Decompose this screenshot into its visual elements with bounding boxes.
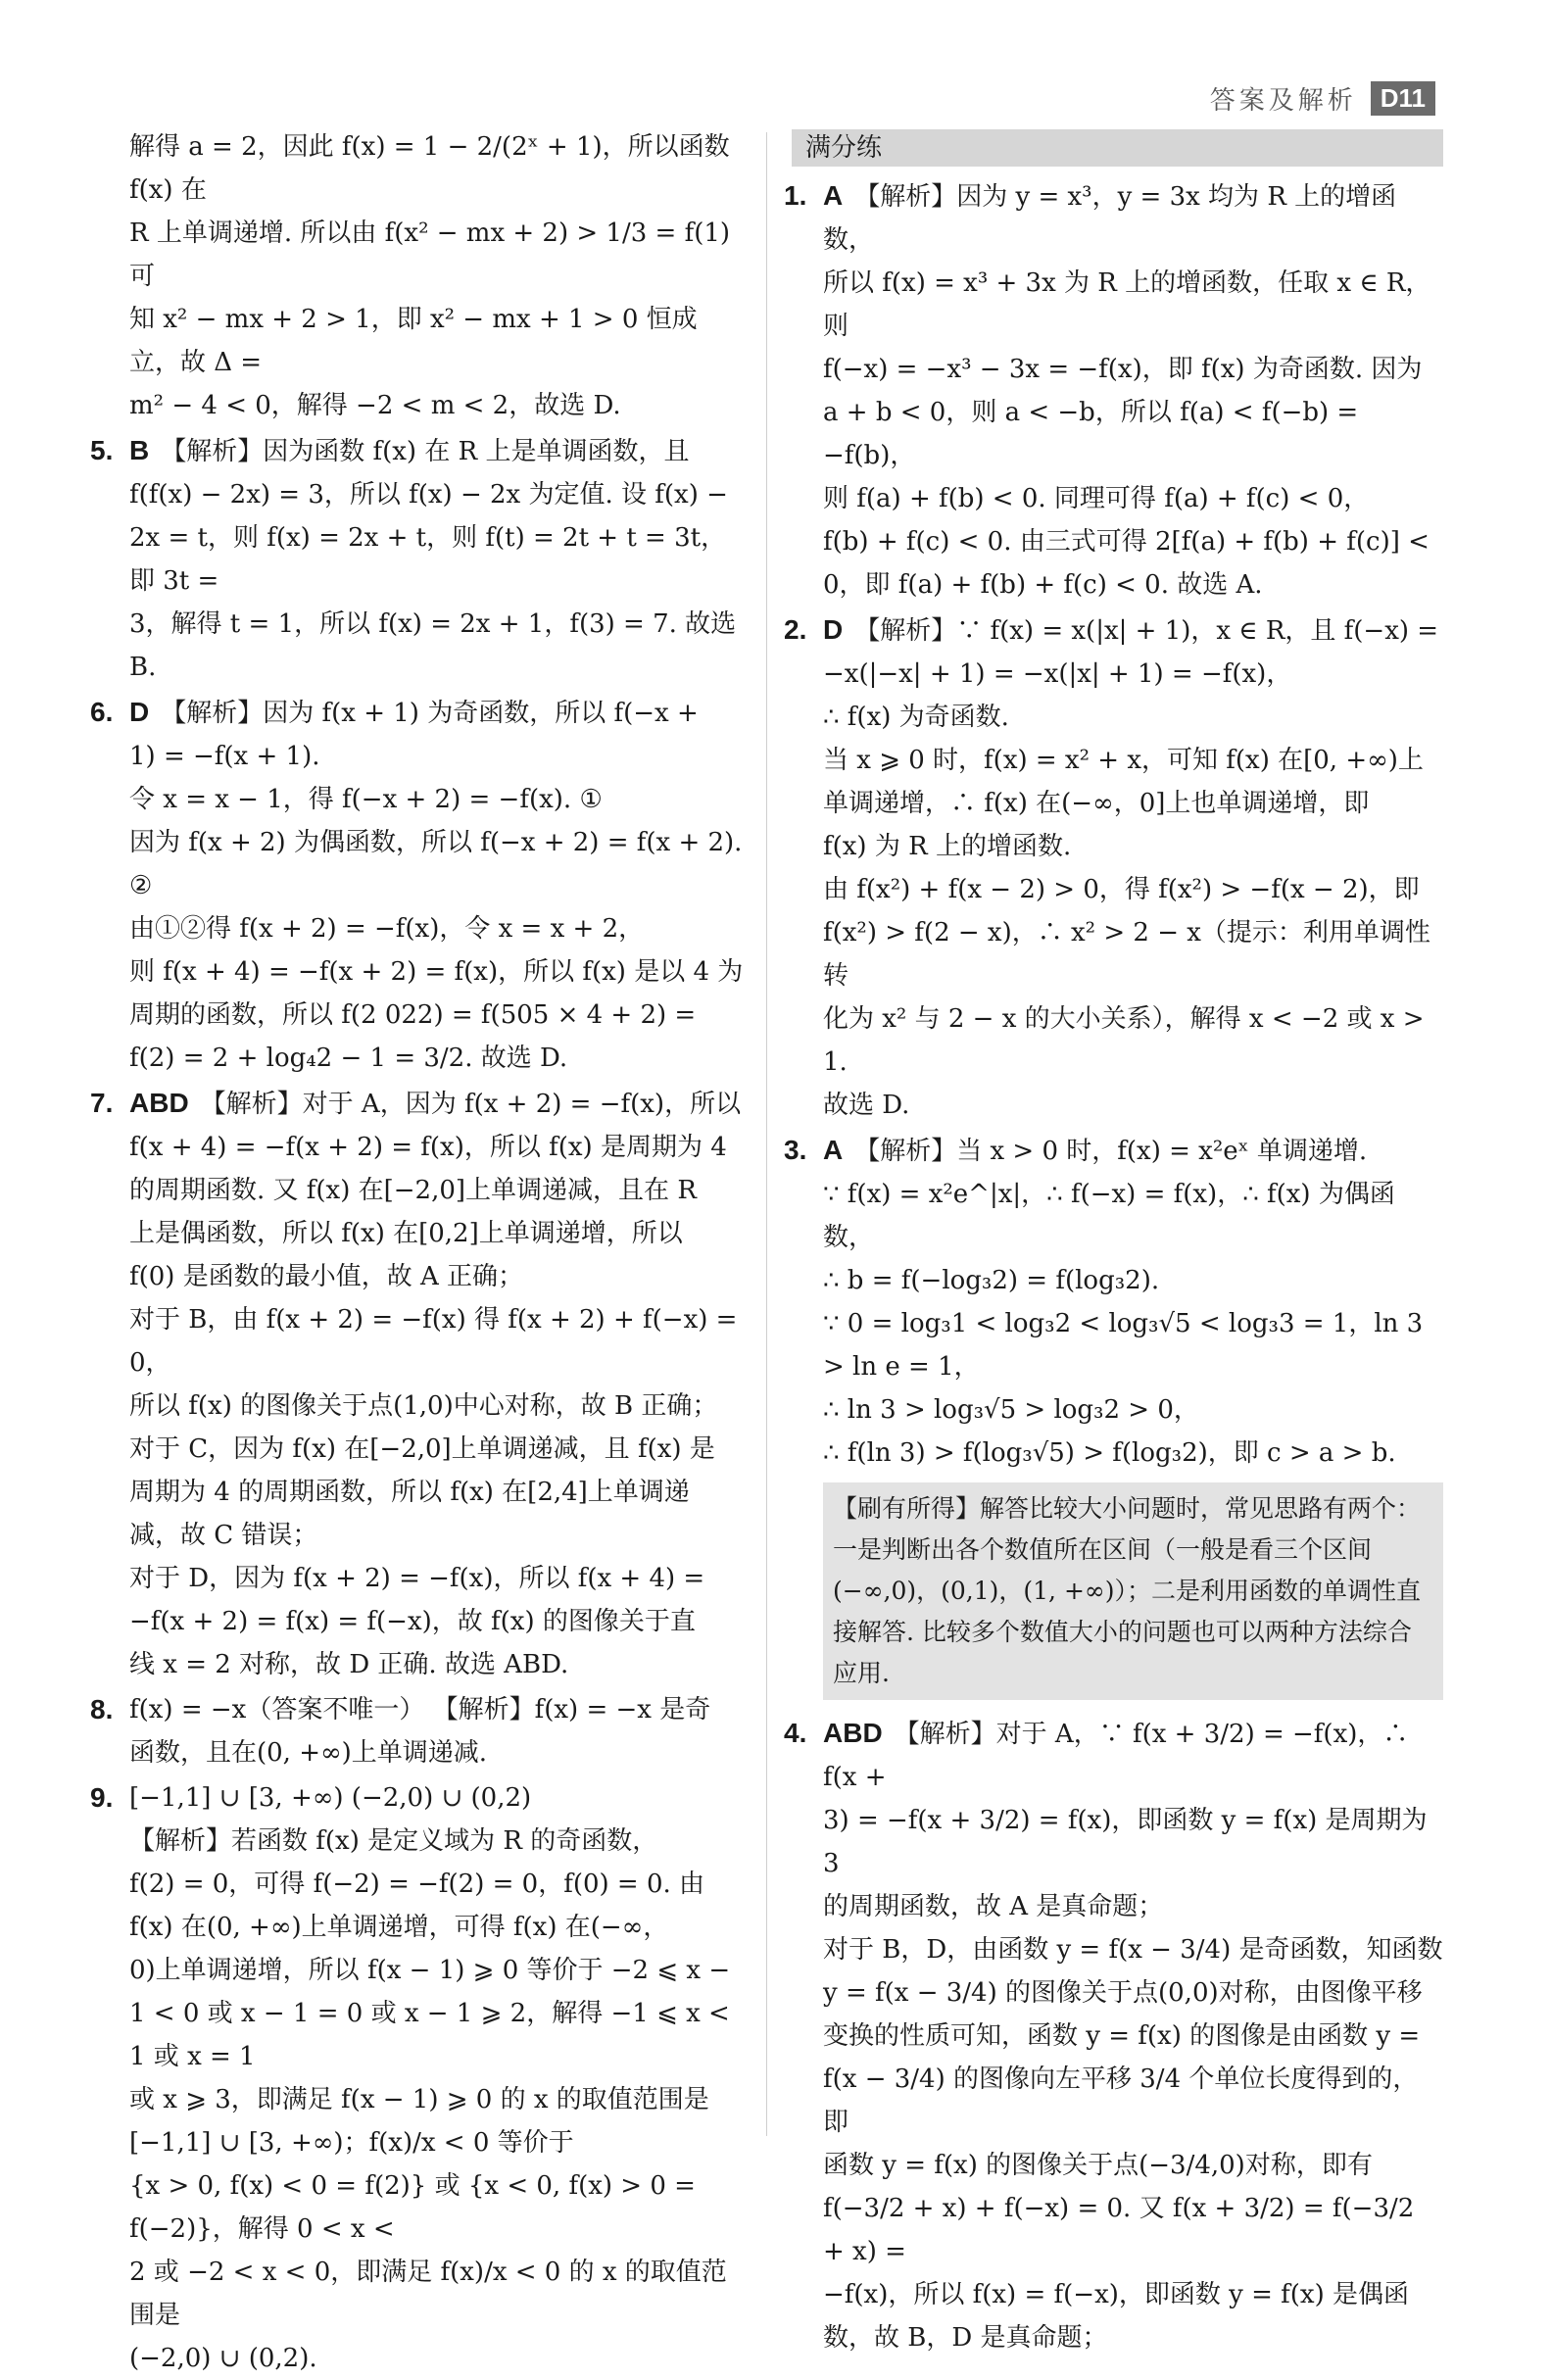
text-line: 0)上单调递增，所以 f(x − 1) ⩾ 0 等价于 −2 ⩽ x − bbox=[129, 1956, 731, 1985]
text-line: 【解析】∵ f(x) = x(|x| + 1)，x ∈ R，且 f(−x) = bbox=[854, 616, 1439, 646]
text-line: 函数，且在(0, +∞)上单调递减. bbox=[129, 1738, 488, 1768]
text-line: ∴ ln 3 > log₃√5 > log₃2 > 0， bbox=[823, 1395, 1199, 1425]
tip-box: 【刷有所得】解答比较大小问题时，常见思路有两个：一是判断出各个数值所在区间（一般是看三个区间(−∞,0)，(0,1)，(1, +∞)）；二是利用函数的单调性直接解答. 比较多个数值大小的问题也可以两种方法综合应用. bbox=[823, 1482, 1443, 1700]
question-number: 5. bbox=[90, 435, 114, 465]
question-8 bbox=[90, 1688, 745, 1774]
text-line: 3) = −f(x + 3/2) = f(x)，即函数 y = f(x) 是周期为 3 bbox=[823, 1806, 1428, 1878]
page-header bbox=[1210, 80, 1435, 117]
text-line: 【解析】因为 y = x³，y = 3x 均为 R 上的增函数， bbox=[823, 182, 1397, 255]
column-divider bbox=[766, 132, 767, 2136]
text-line: ∴ f(x) 为奇函数. bbox=[823, 703, 1009, 732]
question-number: 2. bbox=[784, 614, 807, 645]
text-line: 的周期函数. 又 f(x) 在[−2,0]上单调递减，且在 R bbox=[129, 1176, 697, 1205]
text-line: 周期的函数，所以 f(2 022) = f(505 × 4 + 2) = bbox=[129, 1000, 697, 1030]
text-line: 令 x = x − 1，得 f(−x + 2) = −f(x). ① bbox=[129, 785, 603, 814]
text-line: m² − 4 < 0，解得 −2 < m < 2，故选 D. bbox=[129, 391, 621, 420]
text-line: f(2) = 2 + log₄2 − 1 = 3/2. 故选 D. bbox=[129, 1044, 568, 1073]
text-line: y = f(x − 3/4) 的图像关于点(0,0)对称，由图像平移 bbox=[823, 1978, 1423, 2008]
text-line: 所以 f(x) = x³ + 3x 为 R 上的增函数，任取 x ∈ R，则 bbox=[823, 268, 1431, 341]
answer-label: ABD bbox=[823, 1718, 883, 1748]
question-number: 1. bbox=[784, 180, 807, 211]
text-line: f(x) 在(0, +∞)上单调递增，可得 f(x) 在(−∞， bbox=[129, 1913, 669, 1942]
text-line: 所以 f(x) 的图像关于点(1,0)中心对称，故 B 正确； bbox=[129, 1391, 718, 1421]
text-line: f(b) + f(c) < 0. 由三式可得 2[f(a) + f(b) + f(c)] < bbox=[823, 527, 1430, 557]
text-line: 函数 y = f(x) 的图像关于点(−3/4,0)对称，即有 bbox=[823, 2151, 1373, 2180]
text-line: 上是偶函数，所以 f(x) 在[0,2]上单调递增，所以 bbox=[129, 1219, 683, 1248]
question-number: 9. bbox=[90, 1782, 114, 1813]
question-1 bbox=[784, 174, 1443, 607]
answer-label: D bbox=[823, 614, 844, 645]
text-line: 由 f(x²) + f(x − 2) > 0，得 f(x²) > −f(x − 2)，即 bbox=[823, 875, 1420, 904]
text-line: 【解析】对于 A，∵ f(x + 3/2) = −f(x)，∴ f(x + bbox=[823, 1720, 1409, 1792]
text-line: 1 < 0 或 x − 1 = 0 或 x − 1 ⩾ 2，解得 −1 ⩽ x < 1 或 x = 1 bbox=[129, 1999, 730, 2071]
text-line: 对于 D，因为 f(x + 2) = −f(x)，所以 f(x + 4) = bbox=[129, 1564, 705, 1593]
page-number-badge: D11 bbox=[1371, 81, 1435, 116]
text-line: [−1,1] ∪ [3, +∞)；f(x)/x < 0 等价于 bbox=[129, 2128, 574, 2158]
answer-label: ABD bbox=[129, 1088, 189, 1118]
text-line: 【解析】当 x > 0 时，f(x) = x²eˣ 单调递增. bbox=[854, 1137, 1368, 1166]
text-line: −x(|−x| + 1) = −x(|x| + 1) = −f(x)， bbox=[823, 659, 1292, 689]
text-line: 则 f(a) + f(b) < 0. 同理可得 f(a) + f(c) < 0， bbox=[823, 484, 1370, 513]
text-line: 对于 B，D，由函数 y = f(x − 3/4) 是奇函数，知函数 bbox=[823, 1935, 1443, 1965]
text-line: −f(x + 2) = f(x) = f(−x)，故 f(x) 的图像关于直 bbox=[129, 1607, 696, 1636]
text-line: 由①②得 f(x + 2) = −f(x)，令 x = x + 2， bbox=[129, 914, 645, 944]
answer-label: B bbox=[129, 435, 150, 465]
text-line: f(x²) > f(2 − x)，∴ x² > 2 − x（提示：利用单调性转 bbox=[823, 918, 1430, 991]
text-line: 减，故 C 错误； bbox=[129, 1521, 318, 1550]
right-column bbox=[784, 125, 1443, 2359]
text-line: 对于 B，由 f(x + 2) = −f(x) 得 f(x + 2) + f(−x) = 0， bbox=[129, 1305, 738, 1378]
question-number: 8. bbox=[90, 1694, 114, 1724]
text-line: 则 f(x + 4) = −f(x + 2) = f(x)，所以 f(x) 是以 4 为 bbox=[129, 957, 744, 987]
text-line: ∴ f(ln 3) > f(log₃√5) > f(log₃2)，即 c > a > b. bbox=[823, 1438, 1396, 1468]
text-line: [−1,1] ∪ [3, +∞) (−2,0) ∪ (0,2) bbox=[129, 1783, 532, 1813]
text-line: 周期为 4 的周期函数，所以 f(x) 在[2,4]上单调递 bbox=[129, 1478, 690, 1507]
answer-label: A bbox=[823, 180, 844, 211]
question-5 bbox=[90, 429, 745, 689]
text-line: f(2) = 0，可得 f(−2) = −f(2) = 0，f(0) = 0. 由 bbox=[129, 1870, 705, 1899]
header-title: 答案及解析 bbox=[1209, 86, 1357, 116]
text-line: f(x) = −x（答案不唯一） 【解析】f(x) = −x 是奇 bbox=[129, 1695, 711, 1724]
question-6 bbox=[90, 691, 745, 1080]
text-line: 知 x² − mx + 2 > 1，即 x² − mx + 1 > 0 恒成立，故 Δ = bbox=[129, 305, 698, 377]
text-line: ∴ b = f(−log₃2) = f(log₃2). bbox=[823, 1266, 1160, 1295]
text-line: 【解析】因为 f(x + 1) 为奇函数，所以 f(−x + bbox=[161, 699, 699, 728]
text-line: 解得 a = 2，因此 f(x) = 1 − 2/(2ˣ + 1)，所以函数 f(x) 在 bbox=[129, 132, 730, 205]
question-number: 6. bbox=[90, 697, 114, 727]
text-line: 变换的性质可知，函数 y = f(x) 的图像是由函数 y = bbox=[823, 2021, 1421, 2051]
text-line: 因为 f(x + 2) 为偶函数，所以 f(−x + 2) = f(x + 2). ② bbox=[129, 828, 743, 900]
text-line: 的周期函数，故 A 是真命题； bbox=[823, 1892, 1164, 1921]
text-line: 2x = t，则 f(x) = 2x + t，则 f(t) = 2t + t = 3t，即 3t = bbox=[129, 523, 727, 596]
left-column bbox=[90, 125, 745, 2380]
text-line: 当 x ⩾ 0 时，f(x) = x² + x，可知 f(x) 在[0, +∞)上 bbox=[823, 746, 1424, 775]
question-9 bbox=[90, 1776, 745, 2380]
text-line: f(f(x) − 2x) = 3，所以 f(x) − 2x 为定值. 设 f(x) − bbox=[129, 480, 728, 510]
text-line: f(x) 为 R 上的增函数. bbox=[823, 832, 1072, 861]
question-2 bbox=[784, 608, 1443, 1127]
continuation-block bbox=[98, 125, 745, 427]
question-number: 7. bbox=[90, 1088, 114, 1118]
text-line: 故选 D. bbox=[823, 1091, 910, 1120]
text-line: 数，故 B，D 是真命题； bbox=[823, 2323, 1108, 2353]
text-line: f(−3/2 + x) + f(−x) = 0. 又 f(x + 3/2) = f(−3/2 + x) = bbox=[823, 2194, 1415, 2266]
text-line: ∵ f(x) = x²e^|x|，∴ f(−x) = f(x)，∴ f(x) 为偶函数， bbox=[823, 1180, 1395, 1252]
text-line: 【解析】因为函数 f(x) 在 R 上是单调函数，且 bbox=[161, 437, 690, 466]
text-line: 单调递增，∴ f(x) 在(−∞，0]上也单调递增，即 bbox=[823, 789, 1370, 818]
question-number: 4. bbox=[784, 1718, 807, 1748]
text-line: f(x + 4) = −f(x + 2) = f(x)，所以 f(x) 是周期为 4 bbox=[129, 1133, 727, 1162]
text-line: 2 或 −2 < x < 0，即满足 f(x)/x < 0 的 x 的取值范围是 bbox=[129, 2258, 727, 2330]
text-line: 【解析】若函数 f(x) 是定义域为 R 的奇函数， bbox=[129, 1826, 658, 1856]
text-line: f(0) 是函数的最小值，故 A 正确； bbox=[129, 1262, 524, 1291]
text-line: 线 x = 2 对称，故 D 正确. 故选 ABD. bbox=[129, 1650, 569, 1679]
text-line: f(x − 3/4) 的图像向左平移 3/4 个单位长度得到的，即 bbox=[823, 2064, 1419, 2137]
text-line: 化为 x² 与 2 − x 的大小关系），解得 x < −2 或 x > 1. bbox=[823, 1004, 1425, 1077]
text-line: R 上单调递增. 所以由 f(x² − mx + 2) > 1/3 = f(1) 可 bbox=[129, 219, 731, 291]
section-heading: 满分练 bbox=[792, 129, 1443, 167]
text-line: ∵ 0 = log₃1 < log₃2 < log₃√5 < log₃3 = 1，ln 3 > ln e = 1， bbox=[823, 1309, 1424, 1382]
answer-label: A bbox=[823, 1135, 844, 1165]
text-line: −f(x)，所以 f(x) = f(−x)，即函数 y = f(x) 是偶函 bbox=[823, 2280, 1409, 2309]
question-3 bbox=[784, 1129, 1443, 1475]
text-line: a + b < 0，则 a < −b，所以 f(a) < f(−b) = −f(b)， bbox=[823, 398, 1359, 470]
text-line: {x > 0, f(x) < 0 = f(2)} 或 {x < 0, f(x) > 0 = f(−2)}，解得 0 < x < bbox=[129, 2171, 696, 2244]
question-number: 3. bbox=[784, 1135, 807, 1165]
question-4 bbox=[784, 1712, 1443, 2359]
text-line: 对于 C，因为 f(x) 在[−2,0]上单调递减，且 f(x) 是 bbox=[129, 1434, 715, 1464]
text-line: 1) = −f(x + 1). bbox=[129, 742, 320, 771]
text-line: (−2,0) ∪ (0,2). bbox=[129, 2344, 317, 2373]
text-line: 【解析】对于 A，因为 f(x + 2) = −f(x)，所以 bbox=[200, 1090, 742, 1119]
text-line: 0，即 f(a) + f(b) + f(c) < 0. 故选 A. bbox=[823, 570, 1263, 600]
text-line: 3，解得 t = 1，所以 f(x) = 2x + 1，f(3) = 7. 故选 B. bbox=[129, 609, 737, 682]
text-line: f(−x) = −x³ − 3x = −f(x)，即 f(x) 为奇函数. 因为 bbox=[823, 355, 1423, 384]
text-line: 或 x ⩾ 3，即满足 f(x − 1) ⩾ 0 的 x 的取值范围是 bbox=[129, 2085, 709, 2114]
question-7 bbox=[90, 1082, 745, 1686]
answer-label: D bbox=[129, 697, 150, 727]
